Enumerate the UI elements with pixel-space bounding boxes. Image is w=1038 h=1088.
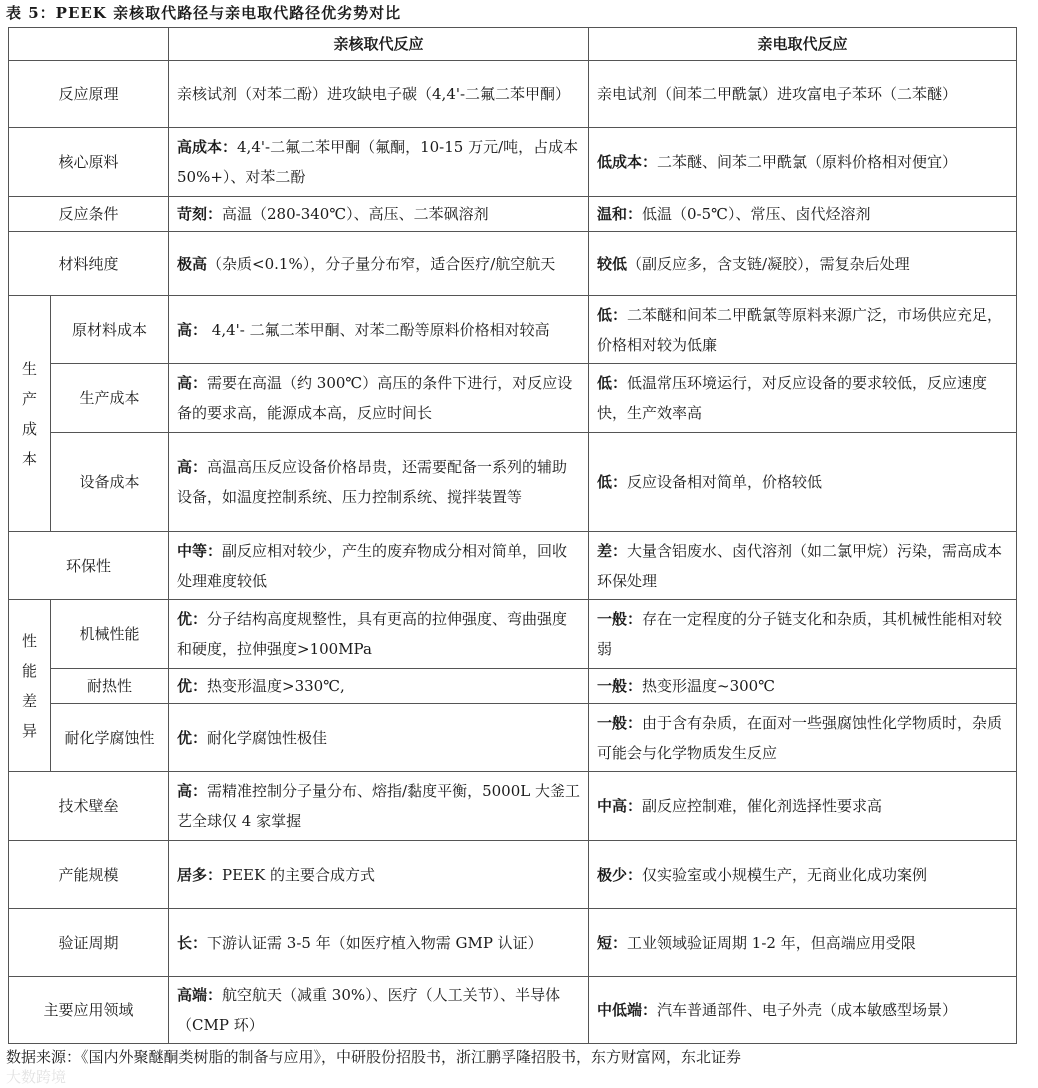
group-char: 生 [22,359,38,378]
cell-rating: 低： [597,305,628,324]
table-row [9,704,1017,772]
cell-rating: 优： [177,728,208,747]
electrophilic-cell [589,977,1017,1044]
cell-rating: 居多： [177,865,223,884]
cell-text: 航空航天（减重 30%）、医疗（人工关节）、半导体（CMP 环） [177,986,561,1034]
cell-text: 低温常压环境运行，对反应设备的要求较低，反应速度快，生产效率高 [597,374,988,422]
cell-text: 二苯醚和间苯二甲酰氯等原料来源广泛，市场供应充足，价格相对较为低廉 [597,305,1003,354]
cell-rating: 低成本： [597,153,658,171]
cell-text: 需精准控制分子量分布、熔指/黏度平衡，5000L 大釜工艺全球仅 4 家掌握 [177,782,580,830]
table-row [9,433,1017,532]
nucleophilic-cell [169,433,589,532]
cell-rating: 中高： [597,797,643,815]
cell-text: 亲核试剂（对苯二酚）进攻缺电子碳（4,4'-二氟二苯甲酮） [177,85,571,103]
comparison-table [8,27,1017,1044]
table-row [9,669,1017,704]
table-row [9,532,1017,600]
comparison-table-wrapper [8,27,1017,1044]
table-row [9,841,1017,909]
cell-rating: 高： [177,458,208,476]
electrophilic-cell [589,364,1017,433]
table-row [9,364,1017,433]
cell-rating: 极高 [177,254,208,273]
cell-rating: 高： [177,320,208,339]
header-corner [9,28,169,61]
table-row [9,128,1017,197]
watermark: 大数跨境 [6,1068,67,1086]
electrophilic-cell [589,532,1017,600]
group-char: 能 [22,661,38,680]
nucleophilic-cell [169,704,589,772]
electrophilic-cell [589,669,1017,704]
electrophilic-cell [589,704,1017,772]
cell-rating: 一般： [597,610,643,628]
cell-text: （副反应多，含支链/凝胶），需复杂后处理 [627,254,910,273]
table-row [9,232,1017,296]
row-label: 设备成本 [51,433,169,532]
table-row [9,197,1017,232]
nucleophilic-cell [169,841,589,909]
group-char: 差 [22,691,38,710]
cell-rating: 低： [597,374,628,392]
table-row [9,296,1017,364]
cell-text: 存在一定程度的分子链支化和杂质，其机械性能相对较弱 [597,610,1003,658]
nucleophilic-cell [169,772,589,841]
cell-rating: 长： [177,933,208,952]
cell-text: 热变形温度~300℃ [642,677,775,695]
cell-text: 仅实验室或小规模生产，无商业化成功案例 [642,865,928,884]
cell-rating: 苛刻： [177,205,223,223]
cell-rating: 极少： [597,865,643,884]
nucleophilic-cell [169,61,589,128]
electrophilic-cell [589,433,1017,532]
cell-text: 热变形温度>330℃, [207,677,345,695]
cell-rating: 优： [177,610,208,628]
cell-rating: 高端： [177,986,223,1004]
row-label: 材料纯度 [9,232,169,296]
table-row [9,61,1017,128]
header-electrophilic: 亲电取代反应 [589,28,1017,61]
electrophilic-cell [589,128,1017,197]
nucleophilic-cell [169,364,589,433]
nucleophilic-cell [169,128,589,197]
electrophilic-cell [589,772,1017,841]
electrophilic-cell [589,296,1017,364]
cell-text: PEEK 的主要合成方式 [222,865,375,884]
nucleophilic-cell [169,669,589,704]
cell-rating: 一般： [597,677,643,695]
cell-text: 汽车普通部件、电子外壳（成本敏感型场景） [657,1001,958,1019]
cell-text: 由于含有杂质，在面对一些强腐蚀性化学物质时，杂质可能会与化学物质发生反应 [597,713,1003,762]
cell-rating: 短： [597,933,628,952]
row-label: 生产成本 [51,364,169,433]
electrophilic-cell [589,841,1017,909]
cell-text: 需要在高温（约 300℃）高压的条件下进行，对反应设备的要求高，能源成本高，反应时间长 [177,374,573,422]
cell-rating: 中低端： [597,1001,658,1019]
electrophilic-cell [589,61,1017,128]
electrophilic-cell [589,600,1017,669]
table-row [9,772,1017,841]
header-row [9,28,1017,61]
row-label: 验证周期 [9,909,169,977]
cell-text: 副反应相对较少，产生的废弃物成分相对简单，回收处理难度较低 [177,541,568,590]
cell-text: 亲电试剂（间苯二甲酰氯）进攻富电子苯环（二苯醚） [597,85,958,103]
nucleophilic-cell [169,600,589,669]
group-char: 异 [22,721,38,740]
cell-rating: 高： [177,782,208,800]
cell-text: 大量含铝废水、卤代溶剂（如二氯甲烷）污染，需高成本环保处理 [597,541,1003,590]
cell-text: 高温（280-340℃）、高压、二苯砜溶剂 [222,205,489,223]
row-label: 主要应用领域 [9,977,169,1044]
nucleophilic-cell [169,296,589,364]
cell-rating: 较低 [597,254,628,273]
row-label: 机械性能 [51,600,169,669]
data-source-note: 数据来源：《国内外聚醚酮类树脂的制备与应用》，中研股份招股书，浙江鹏孚隆招股书，东方财富网，东北证券 [6,1048,742,1066]
cell-text: 反应设备相对简单，价格较低 [627,473,823,491]
nucleophilic-cell [169,532,589,600]
cell-text: 4,4'- 二氟二苯甲酮、对苯二酚等原料价格相对较高 [207,320,550,339]
nucleophilic-cell [169,232,589,296]
table-title: 表 5：PEEK 亲核取代路径与亲电取代路径优劣势对比 [6,4,402,22]
cell-rating: 高： [177,374,208,392]
cell-rating: 优： [177,677,208,695]
cell-rating: 低： [597,473,628,491]
row-label: 核心原料 [9,128,169,197]
header-nucleophilic: 亲核取代反应 [169,28,589,61]
cell-text: 工业领域验证周期 1-2 年，但高端应用受限 [627,933,916,952]
cell-text: 二苯醚、间苯二甲酰氯（原料价格相对便宜） [657,153,958,171]
cell-rating: 温和： [597,205,643,223]
table-row [9,909,1017,977]
cell-text: 下游认证需 3-5 年（如医疗植入物需 GMP 认证） [207,933,543,952]
row-label: 耐化学腐蚀性 [51,704,169,772]
group-label-production-cost [9,296,51,532]
nucleophilic-cell [169,909,589,977]
group-char: 本 [22,449,38,468]
group-char: 成 [22,419,38,438]
electrophilic-cell [589,197,1017,232]
cell-text: （杂质<0.1%），分子量分布窄，适合医疗/航空航天 [207,254,556,273]
cell-text: 副反应控制难，催化剂选择性要求高 [642,797,883,815]
cell-rating: 中等： [177,541,223,560]
cell-rating: 高成本： [177,138,238,156]
cell-text: 4,4'-二氟二苯甲酮（氟酮，10-15 万元/吨，占成本 50%+）、对苯二酚 [177,138,579,186]
group-char: 产 [22,389,38,408]
cell-text: 耐化学腐蚀性极佳 [207,728,328,747]
table-row [9,977,1017,1044]
cell-text: 低温（0-5℃）、常压、卤代烃溶剂 [642,205,871,223]
row-label: 产能规模 [9,841,169,909]
group-char: 性 [22,631,38,650]
row-label: 技术壁垒 [9,772,169,841]
row-label: 反应条件 [9,197,169,232]
nucleophilic-cell [169,197,589,232]
row-label: 原材料成本 [51,296,169,364]
nucleophilic-cell [169,977,589,1044]
row-label: 反应原理 [9,61,169,128]
cell-text: 高温高压反应设备价格昂贵，还需要配备一系列的辅助设备，如温度控制系统、压力控制系统、搅拌装置等 [177,458,568,506]
group-label-performance [9,600,51,772]
electrophilic-cell [589,232,1017,296]
cell-text: 分子结构高度规整性，具有更高的拉伸强度、弯曲强度和硬度，拉伸强度>100MPa [177,610,568,658]
table-row [9,600,1017,669]
electrophilic-cell [589,909,1017,977]
row-label: 耐热性 [51,669,169,704]
cell-rating: 一般： [597,713,643,732]
row-label: 环保性 [9,532,169,600]
cell-rating: 差： [597,541,628,560]
